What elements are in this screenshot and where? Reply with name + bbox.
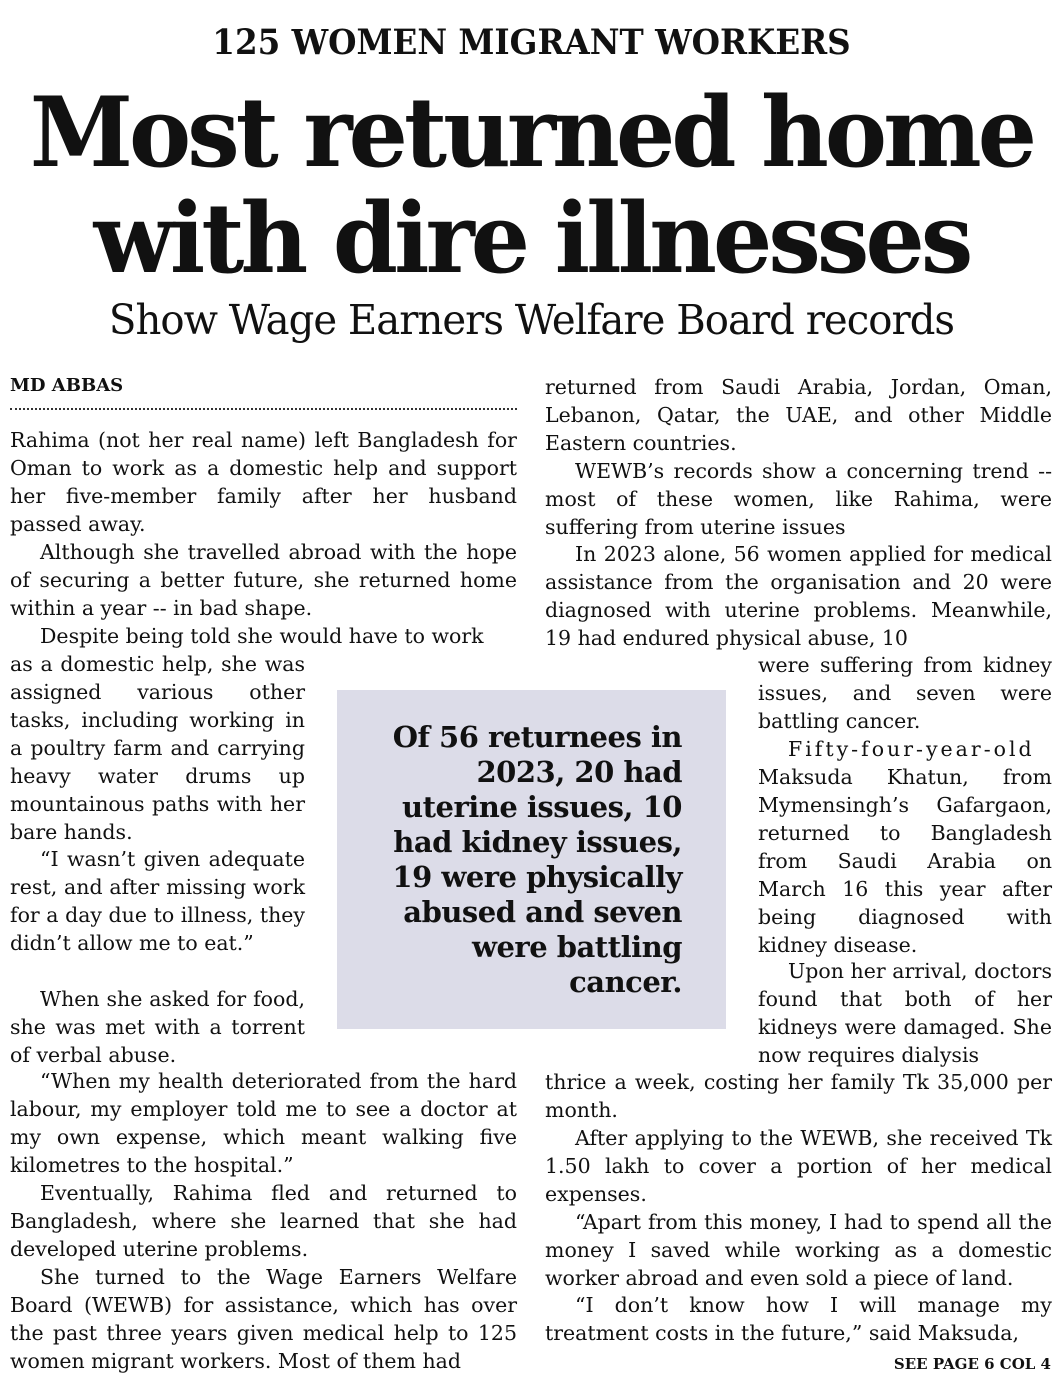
col1-paragraph-8: She turned to the Wage Earners Welfare Board (WEWB) for assistance, which has over the past three years given medical help to 125 women migrant workers. Most of them had bbox=[10, 1265, 517, 1373]
col2-paragraph-3-wrap: were suffering from kidney issues, and seven were battling cancer. bbox=[758, 653, 1052, 733]
col1-paragraph-2: Although she travelled abroad with the hope of securing a better future, she returned home within a year -- in bad shape. bbox=[10, 540, 517, 620]
col1-paragraph-4: “I wasn’t given adequate rest, and after missing work for a day due to illness, they didn’t allow me to eat.” bbox=[10, 847, 305, 955]
subheadline: Show Wage Earners Welfare Board records bbox=[108, 296, 955, 344]
col1-paragraph-3-top: Despite being told she would have to work bbox=[40, 624, 484, 648]
col2-paragraph-7: “Apart from this money, I had to spend all the money I saved while working as a domestic worker abroad and even sold a piece of land. bbox=[545, 1210, 1052, 1290]
continued-jump-line: SEE PAGE 6 COL 4 bbox=[893, 1355, 1051, 1373]
headline-line-1: Most returned home bbox=[29, 76, 1034, 189]
col2-paragraph-2: WEWB’s records show a concerning trend -- most of these women, like Rahima, were suffering from uterine issues bbox=[545, 459, 1052, 539]
byline: MD ABBAS bbox=[10, 372, 517, 410]
headline bbox=[16, 76, 1047, 295]
pull-quote: Of 56 returnees in 2023, 20 had uterine issues, 10 had kidney issues, 19 were physically abused and seven were battling cancer. bbox=[392, 720, 682, 999]
col2-paragraph-4-lead: Fifty-four-year-old bbox=[788, 737, 1035, 761]
col2-paragraph-5-wrap: thrice a week, costing her family Tk 35,000 per month. bbox=[545, 1070, 1052, 1122]
headline-line-2: with dire illnesses bbox=[93, 182, 970, 295]
col2-paragraph-6: After applying to the WEWB, she received Tk 1.50 lakh to cover a portion of her medical expenses. bbox=[545, 1126, 1052, 1206]
col2-paragraph-4: Maksuda Khatun, from Mymensingh’s Gafargaon, returned to Bangladesh from Saudi Arabia on March 16 this year after being diagnosed with kidney disease. bbox=[758, 765, 1052, 957]
col1-paragraph-5: When she asked for food, she was met with a torrent of verbal abuse. bbox=[10, 987, 305, 1067]
col2-paragraph-8: “I don’t know how I will manage my treatment costs in the future,” said Maksuda, bbox=[545, 1293, 1052, 1345]
col2-paragraph-5-top: Upon her arrival, doctors found that both of her kidneys were damaged. She now requires dialysis bbox=[758, 959, 1052, 1067]
col1-paragraph-7: Eventually, Rahima fled and returned to Bangladesh, where she learned that she had developed uterine problems. bbox=[10, 1181, 517, 1261]
col1-paragraph-1: Rahima (not her real name) left Bangladesh for Oman to work as a domestic help and support her five-member family after her husband passed away. bbox=[10, 428, 517, 536]
kicker: 125 WOMEN MIGRANT WORKERS bbox=[212, 22, 851, 63]
col2-paragraph-1: returned from Saudi Arabia, Jordan, Oman, Lebanon, Qatar, the UAE, and other Middle Eastern countries. bbox=[545, 375, 1052, 455]
col2-paragraph-3-top: In 2023 alone, 56 women applied for medical assistance from the organisation and 20 were diagnosed with uterine problems. Meanwhile, 19 had endured physical abuse, 10 bbox=[545, 542, 1052, 650]
col1-paragraph-6: “When my health deteriorated from the hard labour, my employer told me to see a doctor at my own expense, which meant walking five kilometres to the hospital.” bbox=[10, 1069, 517, 1177]
col1-paragraph-3-wrap: as a domestic help, she was assigned various other tasks, including working in a poultry farm and carrying heavy water drums up mountainous paths with her bare hands. bbox=[10, 652, 305, 844]
